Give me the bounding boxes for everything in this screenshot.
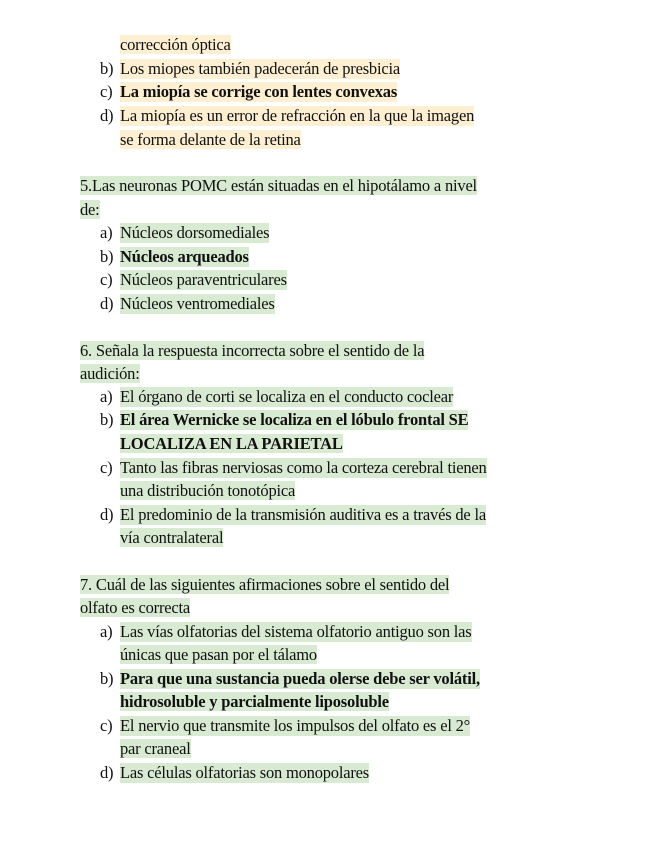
option-letter: d) [100,294,114,313]
q4-option-d-continuation: se forma delante de la retina [120,130,301,149]
option-letter: c) [100,716,113,735]
q6-option-b-continuation: LOCALIZA EN LA PARIETAL [120,434,343,453]
option-text: Las células olfatorias son monopolares [120,763,369,782]
option-letter: d) [100,106,114,125]
q7-question-continuation: olfato es correcta [80,598,190,617]
option-letter: b) [100,247,114,266]
q5-question-continuation: de: [80,200,100,219]
q5-option-c [0,270,664,291]
option-letter: c) [100,270,113,289]
option-letter: d) [100,763,114,782]
option-letter: b) [100,59,114,78]
q6-option-c [0,458,664,479]
option-text-correct: La miopía se corrige con lentes convexas [120,82,398,101]
option-text-correct: Núcleos arqueados [120,247,249,266]
option-text-correct: El área Wernicke se localiza en el lóbulo frontal SE [120,410,469,429]
q5-option-b [0,247,664,268]
option-letter: c) [100,82,113,101]
q6-option-d [0,505,664,526]
option-text: La miopía es un error de refracción en la que la imagen [120,106,475,125]
option-letter: b) [100,410,114,429]
q6-option-a [0,387,664,408]
q7-question: 7. Cuál de las siguientes afirmaciones sobre el sentido del [80,575,450,594]
option-letter: a) [100,387,113,406]
q4-option-c [0,82,664,103]
option-text: Los miopes también padecerán de presbicia [120,59,400,78]
q7-option-d [0,763,664,784]
option-text: El predominio de la transmisión auditiva es a través de la [120,505,486,524]
option-text: Tanto las fibras nerviosas como la corteza cerebral tienen [120,458,487,477]
option-text: El órgano de corti se localiza en el conducto coclear [120,387,454,406]
option-letter: a) [100,622,113,641]
option-letter: a) [100,223,113,242]
q4-option-d [0,106,664,127]
q6-question-continuation: audición: [80,364,140,383]
option-letter: b) [100,669,114,688]
q7-option-b-continuation: hidrosoluble y parcialmente liposoluble [120,692,389,711]
q6-option-c-continuation: una distribución tonotópica [120,481,296,500]
option-text: El nervio que transmite los impulsos del olfato es el 2° [120,716,471,735]
option-letter: c) [100,458,113,477]
q4-option-a-continuation: corrección óptica [120,35,231,54]
option-text: Las vías olfatorias del sistema olfatorio antiguo son las [120,622,472,641]
q6-question: 6. Señala la respuesta incorrecta sobre el sentido de la [80,341,425,360]
q7-option-c [0,716,664,737]
q7-option-c-continuation: par craneal [120,739,191,758]
q6-option-b [0,410,664,431]
q7-option-a [0,622,664,643]
q7-option-b [0,669,664,690]
option-letter: d) [100,505,114,524]
option-text: Núcleos paraventriculares [120,270,287,289]
q5-option-d [0,294,664,315]
option-text-correct: Para que una sustancia pueda olerse debe ser volátil, [120,669,480,688]
q7-option-a-continuation: únicas que pasan por el tálamo [120,645,317,664]
option-text: Núcleos dorsomediales [120,223,270,242]
q5-question: 5.Las neuronas POMC están situadas en el hipotálamo a nivel [80,176,477,195]
q4-option-b [0,59,664,80]
option-text: Núcleos ventromediales [120,294,275,313]
q5-option-a [0,223,664,244]
q6-option-d-continuation: vía contralateral [120,528,224,547]
